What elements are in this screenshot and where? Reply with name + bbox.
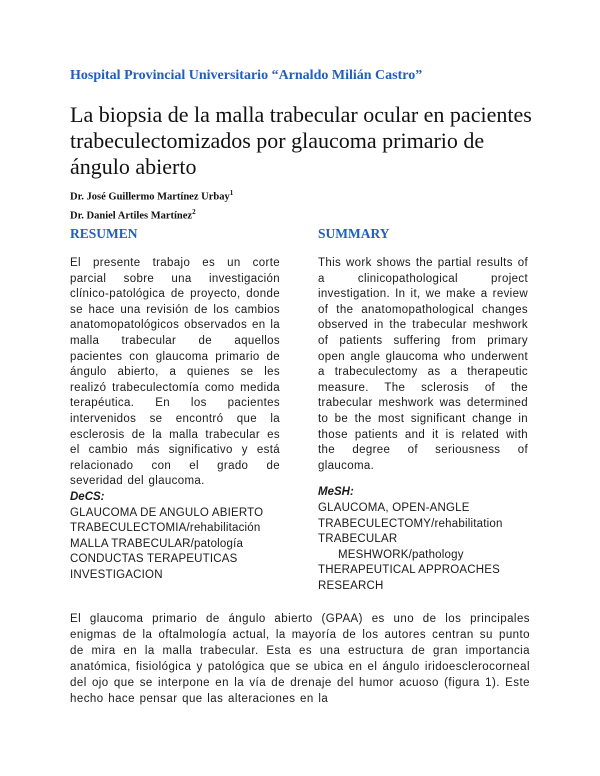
author-affiliation-mark: 2 (192, 207, 196, 216)
summary-heading: SUMMARY (318, 226, 390, 241)
author-list (70, 186, 233, 223)
keyword: GLAUCOMA DE ANGULO ABIERTO (70, 506, 264, 519)
author-name: Dr. Daniel Artiles Martínez (70, 210, 193, 221)
keyword: MESHWORK/pathology (338, 548, 464, 561)
resumen-text: El presente trabajo es un corte parcial sobre una investigación clínico-patológica de proyecto, donde se hace una revisión de los cambios anatomopatológicos observados en la malla trabecular de aquellos pacientes con glaucoma primario de ángulo abierto, a quienes se les realizó trabeculectomía como medida terapéutica. En los pacientes intervenidos se encontró que la esclerosis de la malla trabecular es el cambio más significativo y está relacionado con el grado de severidad del glaucoma. (70, 257, 280, 488)
author (70, 186, 233, 205)
resumen-column (70, 226, 280, 583)
hospital-name: Hospital Provincial Universitario “Arnaldo Milián Castro” (70, 68, 423, 83)
author-affiliation-mark: 1 (229, 189, 234, 197)
keyword: GLAUCOMA, OPEN-ANGLE (318, 501, 470, 514)
keyword: THERAPEUTICAL APPROACHES (318, 564, 501, 577)
keyword: INVESTIGACION (70, 568, 163, 581)
resumen-heading: RESUMEN (70, 226, 138, 241)
keyword: TRABECULECTOMIA/rehabilitación (70, 522, 261, 535)
keyword: TRABECULECTOMY/rehabilitation (318, 517, 503, 530)
decs-label: DeCS: (70, 490, 105, 503)
keyword: CONDUCTAS TERAPEUTICAS (70, 553, 238, 566)
author-name: Dr. José Guillermo Martínez Urbay (70, 191, 230, 203)
summary-column (318, 226, 528, 594)
title-line: La biopsia de la malla trabecular ocular en pacientes (70, 102, 532, 127)
mesh-label: MeSH: (318, 486, 354, 499)
title-line: trabeculectomizados por glaucoma primario de (70, 128, 485, 153)
author (70, 205, 233, 224)
keyword: RESEARCH (318, 579, 384, 592)
article-title (70, 102, 550, 180)
title-line: ángulo abierto (70, 154, 197, 179)
introduction-paragraph: El glaucoma primario de ángulo abierto (GPAA) es uno de los principales enigmas de la oftalmología actual, la mayoría de los autores centran su punto de mira en la malla trabecular. Esta es una estructura de gran importancia anatómica, fisiológica y patológica que se ubica en el ángulo iridoesclerocorneal del ojo que se interpone en la vía de drenaje del humor acuoso (figura 1). Este hecho hace pensar que las alteraciones en la (70, 613, 530, 705)
summary-text: This work shows the partial results of a clinicopathological project investigation. In it, we make a review of the anatomopathological changes observed in the trabecular meshwork of patients suffering from primary open angle glaucoma who underwent a trabeculectomy as a therapeutic measure. The sclerosis of the trabecular meshwork was determined to be the most significant change in those patients and it is related with the degree of seriousness of glaucoma. (318, 257, 528, 472)
keyword: TRABECULAR (318, 533, 398, 546)
keyword: MALLA TRABECULAR/patología (70, 537, 244, 550)
